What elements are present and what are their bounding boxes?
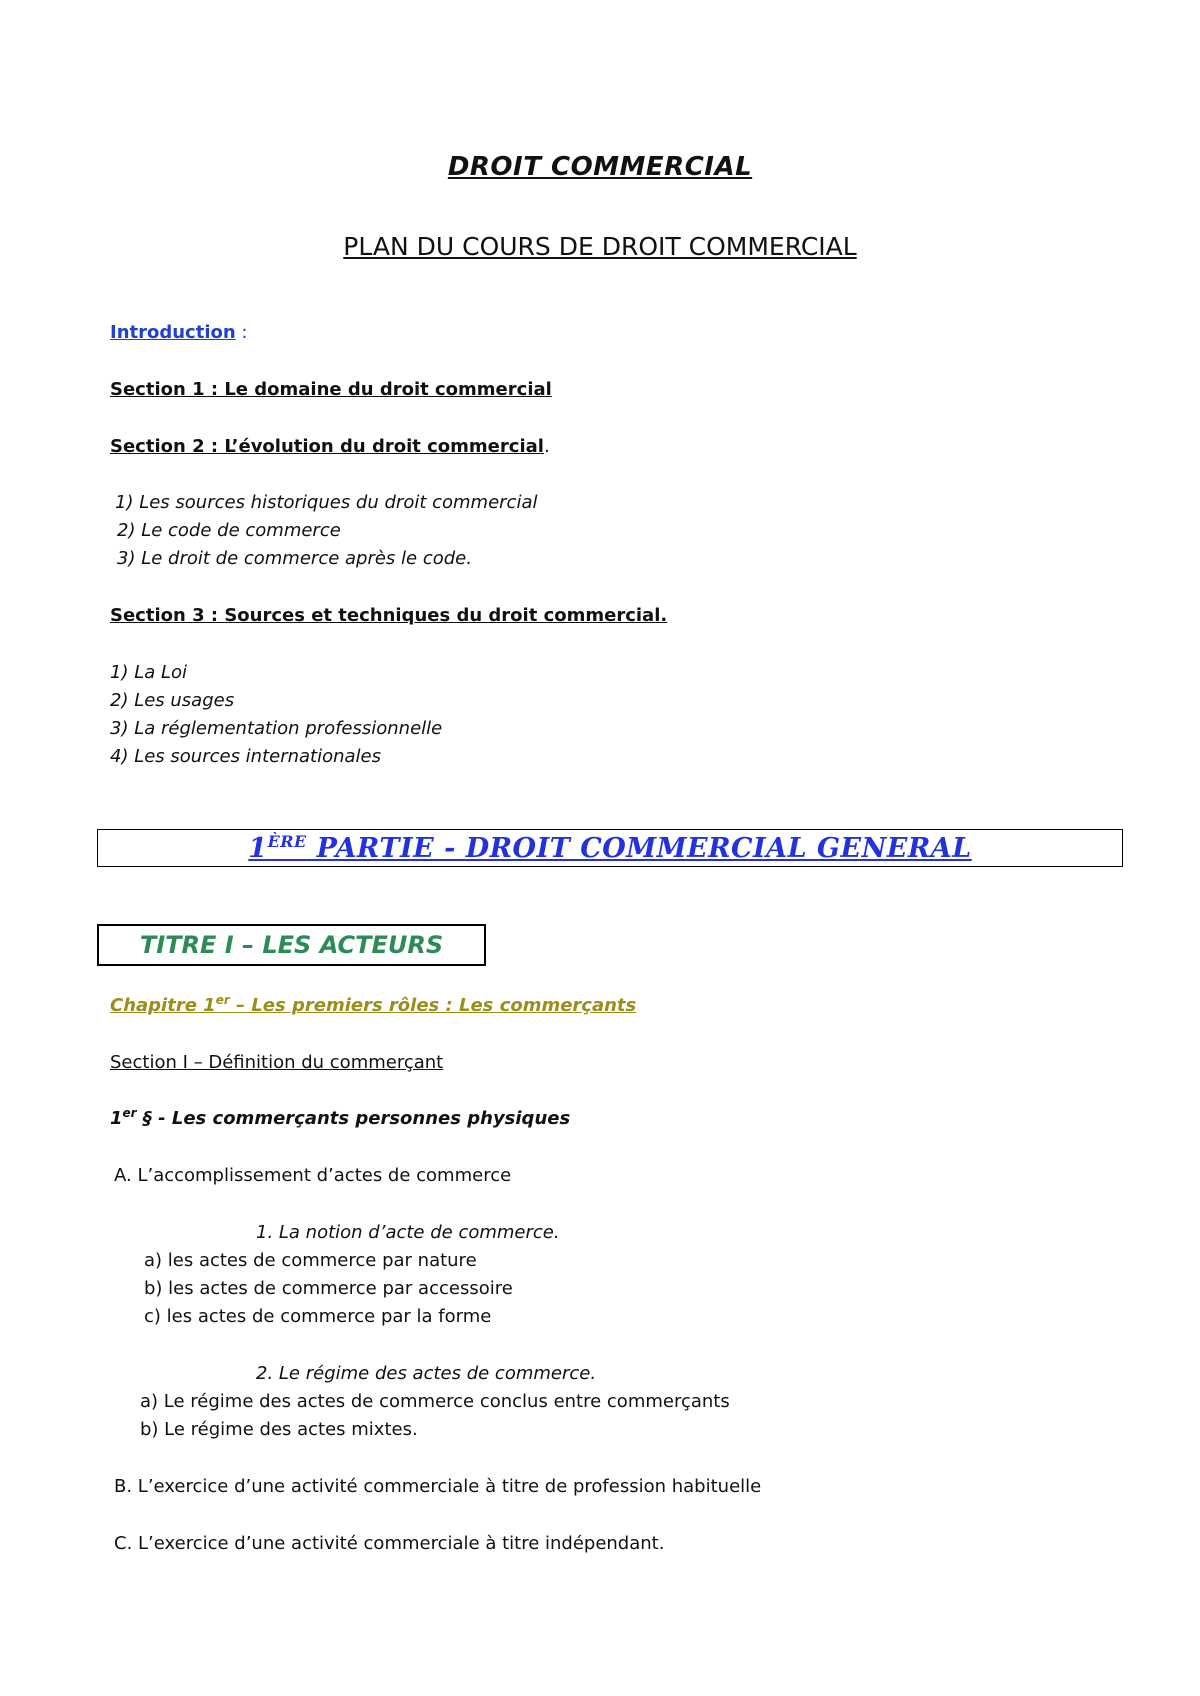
section-2-item: 2) Le code de commerce (117, 520, 341, 541)
section-3-item: 3) La réglementation professionnelle (110, 718, 443, 739)
partie-banner (97, 829, 1123, 867)
outline-subitem: c) les actes de commerce par la forme (144, 1306, 492, 1327)
section-3-heading: Section 3 : Sources et techniques du droit commercial. (110, 605, 668, 626)
chapitre-prefix: Chapitre 1 (110, 995, 216, 1016)
paragraphe-text: § - Les commerçants personnes physiques (136, 1108, 571, 1129)
outline-item-c: C. L’exercice d’une activité commerciale à titre indépendant. (114, 1533, 665, 1554)
outline-subitem: a) les actes de commerce par nature (144, 1250, 477, 1271)
partie-number: 1 (248, 833, 268, 864)
outline-item-a: A. L’accomplissement d’actes de commerce (114, 1165, 512, 1186)
partie-superscript: ÈRE (267, 832, 307, 851)
outline-item-2: 2. Le régime des actes de commerce. (256, 1363, 597, 1384)
plan-title: PLAN DU COURS DE DROIT COMMERCIAL (343, 232, 857, 261)
partie-label: PARTIE - DROIT COMMERCIAL GENERAL (306, 833, 972, 864)
section-definition-heading: Section I – Définition du commerçant (110, 1052, 444, 1073)
outline-subitem: b) Le régime des actes mixtes. (140, 1419, 418, 1440)
paragraphe-superscript: er (122, 1106, 137, 1120)
outline-subitem: a) Le régime des actes de commerce conclus entre commerçants (140, 1391, 730, 1412)
section-2-dot: . (543, 436, 550, 457)
section-3-item: 4) Les sources internationales (110, 746, 382, 767)
titre-label: TITRE I – LES ACTEURS (139, 931, 444, 959)
chapitre-superscript: er (215, 993, 230, 1007)
paragraphe-heading (110, 1108, 570, 1129)
introduction-label: Introduction (110, 322, 236, 343)
paragraphe-prefix: 1 (110, 1108, 123, 1129)
chapitre-label (110, 995, 636, 1016)
section-2-item: 1) Les sources historiques du droit commercial (115, 492, 538, 513)
section-2-item: 3) Le droit de commerce après le code. (117, 548, 472, 569)
partie-title (248, 833, 971, 864)
section-1-heading: Section 1 : Le domaine du droit commercial (110, 379, 552, 400)
titre-banner (97, 924, 486, 966)
chapitre-text: – Les premiers rôles : Les commerçants (229, 995, 637, 1016)
outline-item-1: 1. La notion d’acte de commerce. (256, 1222, 560, 1243)
outline-subitem: b) les actes de commerce par accessoire (144, 1278, 513, 1299)
section-3-item: 1) La Loi (110, 662, 188, 683)
section-2-label: Section 2 : L’évolution du droit commercial (110, 436, 544, 457)
section-2-heading (110, 436, 550, 457)
chapitre-heading (110, 995, 636, 1016)
introduction-colon: : (235, 322, 248, 343)
document-title: DROIT COMMERCIAL (447, 152, 753, 182)
outline-item-b: B. L’exercice d’une activité commerciale à titre de profession habituelle (114, 1476, 762, 1497)
introduction-heading (110, 322, 247, 343)
section-3-item: 2) Les usages (110, 690, 235, 711)
